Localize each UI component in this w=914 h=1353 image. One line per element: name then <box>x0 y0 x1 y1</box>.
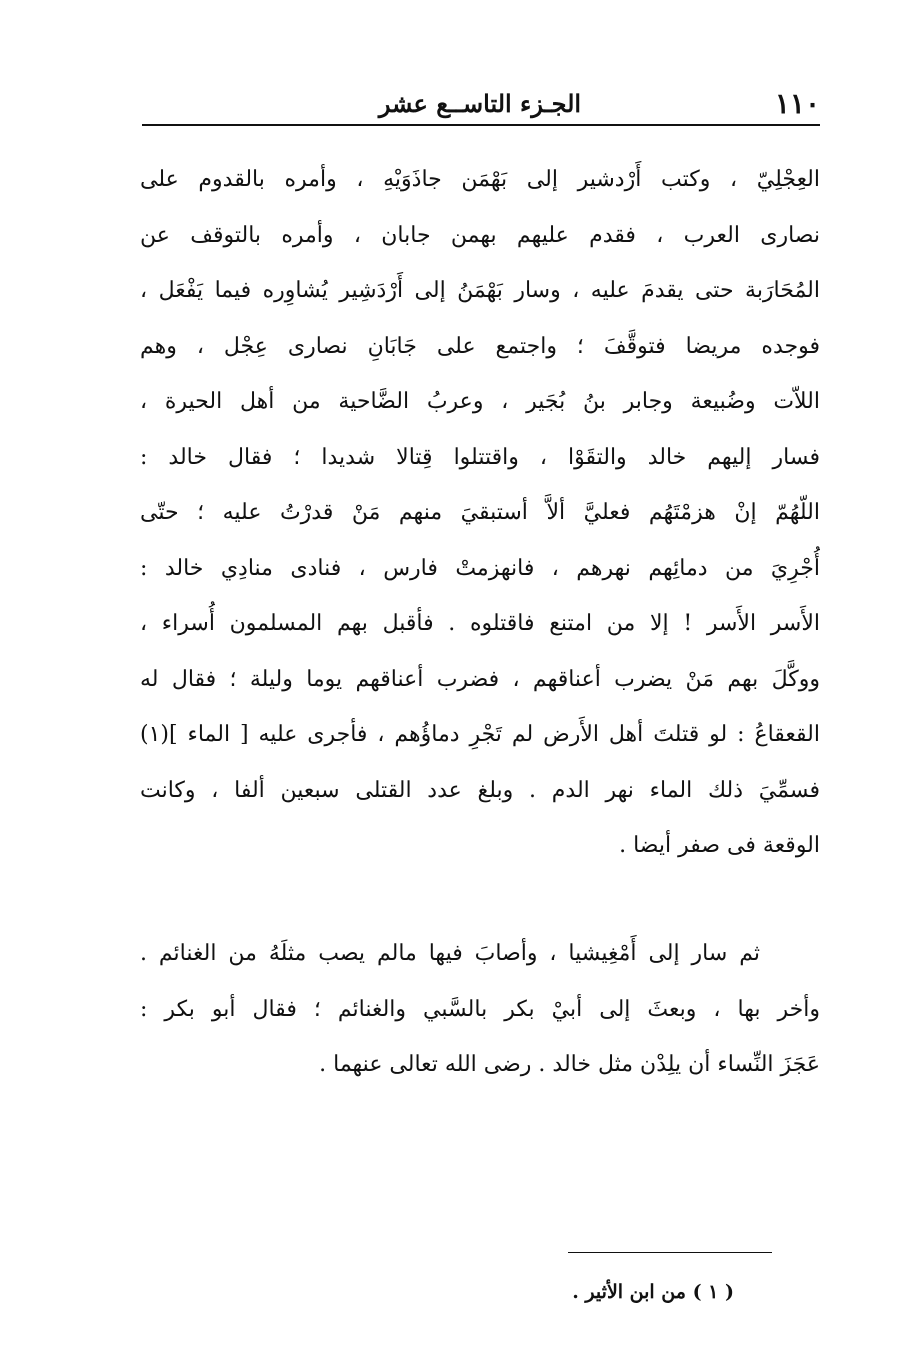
text-line: ثم سار إلى أَمْغِيشيا ، وأصابَ فيها مالم يصب مثلَهُ من الغنائم . <box>140 941 760 966</box>
text-line: العِجْلِيّ ، وكتب أَرْدشير إلى بَهْمَن جاذَوَيْهِ ، وأمره بالقدوم على <box>140 167 820 192</box>
text-line: فسار إليهم خالد والتقَوْا ، واقتتلوا قِتالا شديدا ؛ فقال خالد : <box>140 444 820 470</box>
footnote: ( ١ ) من ابن الأثير . <box>572 1281 734 1303</box>
paragraph-2 <box>140 926 820 1093</box>
text-line: الوقعة فى صفر أيضا . <box>619 833 820 858</box>
text-line: فسمِّيَ ذلك الماء نهر الدم . وبلغ عدد القتلى سبعين ألفا ، وكانت <box>140 777 820 803</box>
text-line: القعقاعُ : لو قتلتَ أهل الأَرض لم تَجْرِ دماؤُهم ، فأجرى عليه [ الماء ](١) <box>140 722 820 747</box>
paragraph-1 <box>140 152 820 874</box>
header-rule <box>142 124 820 126</box>
text-line: فوجده مريضا فتوقَّفَ ؛ واجتمع على جَابَانِ نصارى عِجْل ، وهم <box>140 333 820 359</box>
text-line: عَجَزَ النِّساء أن يلِدْن مثل خالد . رضى الله تعالى عنهما . <box>319 1052 820 1077</box>
text-line: أُجْرِيَ من دمائِهم نهرهم ، فانهزمتْ فارس ، فنادى منادِي خالد : <box>140 555 820 581</box>
text-line: نصارى العرب ، فقدم عليهم بهمن جابان ، وأمره بالتوقف عن <box>140 222 820 248</box>
footnote-rule <box>568 1252 772 1253</box>
text-line: اللّهُمّ إنْ هزمْتَهُم فعليَّ ألاَّ أستبقيَ منهم مَنْ قدرْتُ عليه ؛ حتّى <box>140 500 820 525</box>
page-number: ١١٠ <box>774 87 820 120</box>
text-line: وأخر بها ، وبعثَ إلى أبيْ بكر بالسَّبي والغنائم ؛ فقال أبو بكر : <box>140 996 820 1022</box>
text-line: المُحَارَبة حتى يقدمَ عليه ، وسار بَهْمَنُ إلى أَرْدَشِير يُشاوِره فيما يَفْعَل ، <box>140 278 820 303</box>
text-line: ووكَّلَ بهم مَنْ يضرب أعناقهم ، فضرب أعناقهم يوما وليلة ؛ فقال له <box>140 666 820 692</box>
text-line: اللاّت وضُبيعة وجابر بنُ بُجَير ، وعربُ الضَّاحية من أهل الحيرة ، <box>140 389 820 414</box>
text-line: الأَسر الأَسر ! إلا من امتنع فاقتلوه . فأقبل بهم المسلمون أُسراء ، <box>140 611 820 636</box>
page-header <box>140 84 820 124</box>
running-head: الجـزء التاســع عشر <box>378 89 582 118</box>
